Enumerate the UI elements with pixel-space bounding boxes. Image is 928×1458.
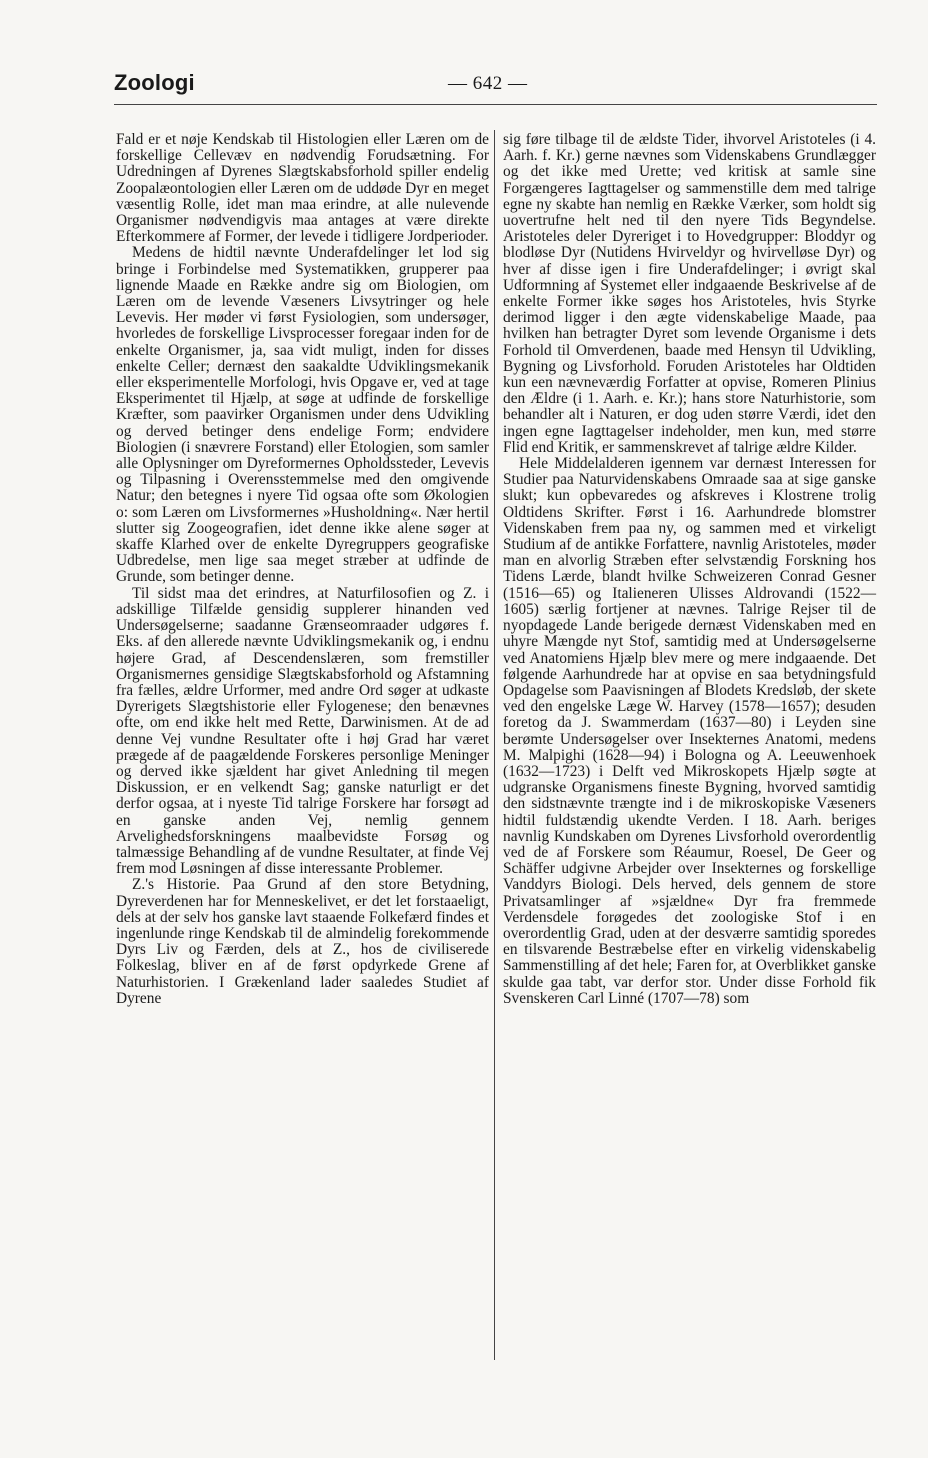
page-header	[0, 0, 928, 110]
paragraph: Z.'s Historie. Paa Grund af den store Betydning, Dyreverdenen har for Menneskelivet, er det let forstaaeligt, dels at der selv hos ganske lavt staaende Folkefærd findes et ingenlunde ringe Kendskab til de almindelig forekommende Dyrs Liv og Færden, dels at Z., hos de civiliserede Folkeslag, bliver en af de først opdyrkede Grene af Naturhistorien. I Grækenland lader saaledes Studiet af Dyrene	[116, 876, 489, 1007]
page-number: — 642 —	[448, 73, 528, 94]
paragraph: Hele Middelalderen igennem var dernæst Interessen for Studier paa Naturvidenskabens Omraade saa at sige ganske slukt; kun opbevaredes og afskreves i Klostrene trolig Oldtidens Skrifter. Først i 16. Aarhundrede blomstrer Videnskaben frem paa ny, og sammen med et virkeligt Studium af de antikke Forfattere, navnlig Aristoteles, møder man en alvorlig Stræben efter selvstændig Forskning hos Tidens Lærde, blandt hvilke Schweizeren Conrad Gesner (1516—65) og Italieneren Ulisses Aldrovandi (1522—1605) særlig fortjener at nævnes. Talrige Rejser til de nyopdagede Lande berigede dernæst Videnskaben med en uhyre Mængde nyt Stof, samtidig med at Undersøgelserne ved Anatomiens Hjælp blev mere og mere indgaaende. Det følgende Aarhundrede har at opvise en saa betydningsfuld Opdagelse som Paavisningen af Blodets Kredsløb, der skete ved den engelske Læge W. Harvey (1578—1657); desuden foretog da J. Swammerdam (1637—80) i Leyden sine berømte Undersøgelser over Insekternes Anatomi, medens M. Malpighi (1628—94) i Bologna og A. Leeuwenhoek (1632—1723) i Delft ved Mikroskopets Hjælp søgte at udgranske Organismens fineste Bygning, hvorved samtidig den sidstnævnte trængte ind i de mikroskopiske Væseners hidtil fuldstændig ukendte Verden. I 18. Aarh. beriges navnlig Kundskaben om Dyrenes Livsforhold overordentlig ved de af Forskere som Réaumur, Roesel, De Geer og Schäffer udgivne Arbejder over Insekternes og forskellige Vanddyrs Biologi. Dels herved, dels gennem de store Privatsamlinger af »sjældne« Dyr fra fremmede Verdensdele forøgedes det zoologiske Stof i en overordentlig Grad, uden at der desværre samtidig sporedes en tilsvarende Bestræbelse efter en virkelig videnskabelig Sammenstilling af det hele; Faren for, at Overblikket ganske skulde gaa tabt, var derfor stor. Under disse Forhold fik Svenskeren Carl Linné (1707—78) som	[503, 455, 876, 1007]
paragraph: sig føre tilbage til de ældste Tider, ihvorvel Aristoteles (i 4. Aarh. f. Kr.) gerne nævnes som Videnskabens Grundlægger og det ikke med Urette; ved kritisk at samle sine Forgængeres Iagttagelser og sammenstille dem med talrige egne ny skabte han nemlig en Række Værker, som holdt sig uovertrufne helt ned til den nyere Tids Begyndelse. Aristoteles deler Dyreriget i to Hovedgrupper: Bloddyr og blodløse Dyr (Nutidens Hvirveldyr og hvirvelløse Dyr) og hver af disse igen i fire Underafdelinger; i øvrigt skal Udformning af Systemet eller indgaaende Beskrivelse af de enkelte Former ikke søges hos Aristoteles, hvis Styrke derimod ligger i den ægte videnskabelige Maade, paa hvilken han betragter Dyret som levende Organisme i dets Forhold til Omverdenen, baade med Hensyn til Udvikling, Bygning og Livsforhold. Foruden Aristoteles har Oldtiden kun een nævneværdig Forfatter at opvise, Romeren Plinius den Ældre (i 1. Aarh. e. Kr.); hans store Naturhistorie, som behandler alt i Naturen, er dog uden større Værdi, idet den ingen egne Iagttagelser indeholder, men kun, med større Flid end Kritik, er sammenskrevet af talrige ældre Kilder.	[503, 131, 876, 456]
section-title: Zoologi	[114, 70, 195, 95]
paragraph: Medens de hidtil nævnte Underafdelinger let lod sig bringe i Forbindelse med Systematikken, grupperer paa lignende Maade en Række andre sig om Biologien, om Læren om de levende Væseners Livsytringer og hele Levevis. Her møder vi først Fysiologien, som undersøger, hvorledes de forskellige Livsprocesser foregaar inden for de enkelte Organismer, ja, saa vidt muligt, inden for disses enkelte Celler; dernæst den saakaldte Udviklingsmekanik eller eksperimentelle Morfologi, hvis Opgave er, ved at tage Eksperimentet til Hjælp, at søge at udfinde de forskellige Kræfter, som paavirker Organismen under dens Udvikling og derved betinger dens endelige Form; endvidere Biologien (i snævrere Forstand) eller Etologien, som samler alle Oplysninger om Dyreformernes Opholdssteder, Levevis og Tilpasning i Overensstemmelse med den omgivende Natur; den betegnes i nyere Tid ogsaa ofte som Økologien o: som Læren om Livsformernes »Husholdning«. Nær hertil slutter sig Zoogeografien, idet denne ikke alene søger at skaffe Klarhed over de enkelte Dyregruppers geografiske Udbredelse, men lige saa meget stræber at udfinde de Grunde, som betinger denne.	[116, 244, 489, 586]
right-column	[503, 132, 876, 1007]
paragraph: Fald er et nøje Kendskab til Histologien eller Læren om de forskellige Cellevæv en nødvendig Forudsætning. For Udredningen af Dyrenes Slægtskabsforhold spiller endelig Zoopalæontologien eller Læren om de uddøde Dyr en meget væsentlig Rolle, idet man maa erindre, at alle nulevende Organismer nødvendigvis maa antages at være direkte Efterkommere af Former, der levede i tidligere Jordperioder.	[116, 131, 489, 246]
header-rule	[114, 104, 877, 105]
paragraph: Til sidst maa det erindres, at Naturfilosofien og Z. i adskillige Tilfælde gensidig supplerer hinanden ved Undersøgelserne; saadanne Grænseomraader udgøres f. Eks. af den allerede nævnte Udviklingsmekanik og, i endnu højere Grad, af Descendenslæren, som fremstiller Organismernes gensidige Slægtskabsforhold og Afstamning fra fælles, ældre Urformer, med andre Ord søger at udkaste Dyrerigets Slægtshistorie eller Fylogenese; den benævnes ofte, om end ikke helt med Rette, Darwinismen. At de ad denne Vej vundne Resultater ofte i høj Grad har været prægede af de paagældende Forskeres personlige Meninger og derved ikke sjældent har givet Anledning til megen Diskussion, er en velkendt Sag; ganske naturligt er det derfor ogsaa, at i nyeste Tid talrige Forskere har forsøgt ad en ganske anden Vej, nemlig gennem Arvelighedsforskningens maalbevidste Forsøg og talmæssige Behandling af de vundne Resultater, at finde Vej frem mod Løsningen af disse interessante Problemer.	[116, 584, 489, 878]
left-column	[116, 132, 489, 1007]
column-divider	[494, 130, 495, 1360]
